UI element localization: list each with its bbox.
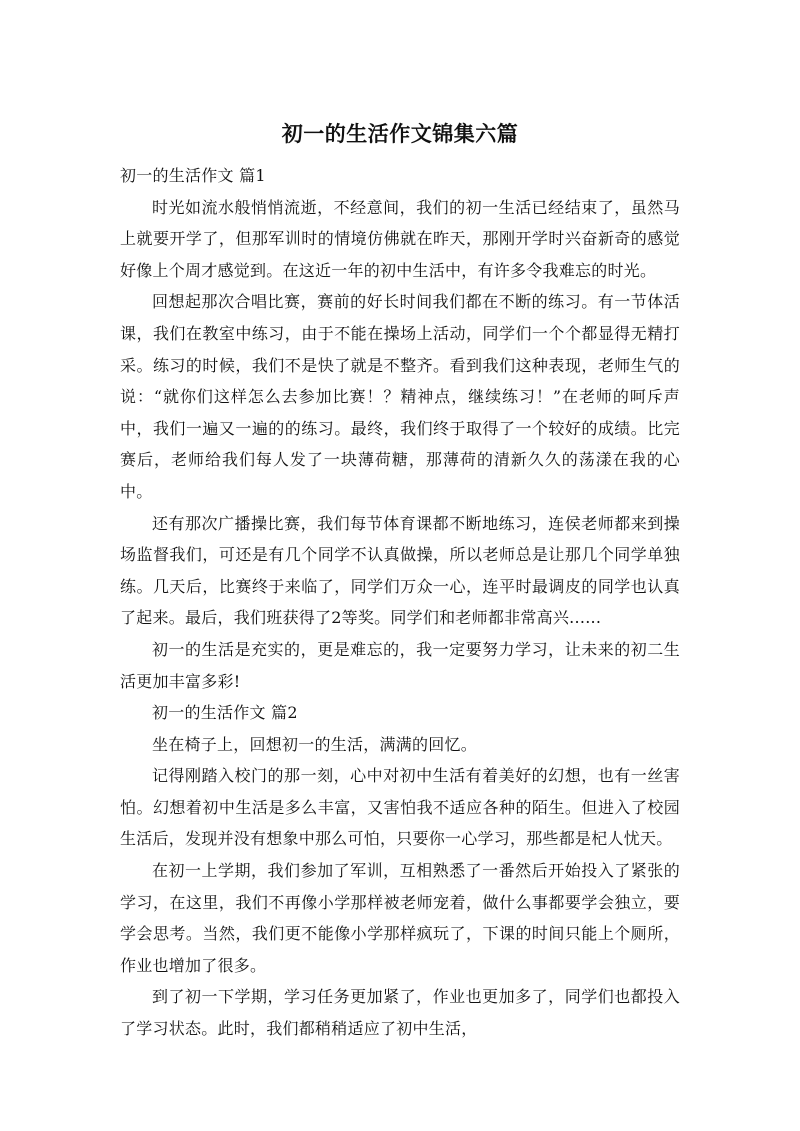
document-title: 初一的生活作文锦集六篇 [281, 122, 519, 146]
section-2-paragraph-4: 到了初一下学期，学习任务更加紧了，作业也更加多了，同学们也都投入了学习状态。此时，我们都稍稍适应了初中生活， [120, 987, 680, 1039]
document-body [120, 160, 680, 1045]
section-heading-2: 初一的生活作文 篇2 [152, 703, 298, 723]
section-1-paragraph-1: 时光如流水般悄悄流逝，不经意间，我们的初一生活已经结束了，虽然马上就要开学了，但那军训时的情境仿佛就在昨天，那刚开学时兴奋新奇的感觉好像上个周才感觉到。在这近一年的初中生活中，有许多令我难忘的时光。 [120, 197, 680, 280]
section-2-paragraph-1: 坐在椅子上，回想初一的生活，满满的回忆。 [152, 734, 478, 754]
section-heading-1: 初一的生活作文 篇1 [120, 166, 266, 185]
section-2-paragraph-3: 在初一上学期，我们参加了军训，互相熟悉了一番然后开始投入了紧张的学习，在这里，我们不再像小学那样被老师宠着，做什么事都要学会独立，要学会思考。当然，我们更不能像小学那样疯玩了，下课的时间只能上个厕所，作业也增加了很多。 [120, 861, 680, 975]
section-1-paragraph-3: 还有那次广播操比赛，我们每节体育课都不断地练习，连侯老师都来到操场监督我们，可还是有几个同学不认真做操，所以老师总是让那几个同学单独练。几天后，比赛终于来临了，同学们万众一心，连平时最调皮的同学也认真了起来。最后，我们班获得了2等奖。同学们和老师都非常高兴...... [120, 513, 680, 628]
section-2-paragraph-2: 记得刚踏入校门的那一刻，心中对初中生活有着美好的幻想，也有一丝害怕。幻想着初中生活是多么丰富，又害怕我不适应各种的陌生。但进入了校园生活后，发现并没有想象中那么可怕，只要你一心学习，那些都是杞人忧天。 [120, 766, 680, 849]
section-1-paragraph-4: 初一的生活是充实的，更是难忘的，我一定要努力学习，让未来的初二生活更加丰富多彩! [120, 639, 680, 691]
section-1-paragraph-2: 回想起那次合唱比赛，赛前的好长时间我们都在不断的练习。有一节体活课，我们在教室中练习，由于不能在操场上活动，同学们一个个都显得无精打采。练习的时候，我们不是快了就是不整齐。看到我们这种表现，老师生气的说：“就你们这样怎么去参加比赛！？精神点，继续练习！”在老师的呵斥声中，我们一遍又一遍的的练习。最终，我们终于取得了一个较好的成绩。比完赛后，老师给我们每人发了一块薄荷糖，那薄荷的清新久久的荡漾在我的心中。 [120, 292, 680, 501]
